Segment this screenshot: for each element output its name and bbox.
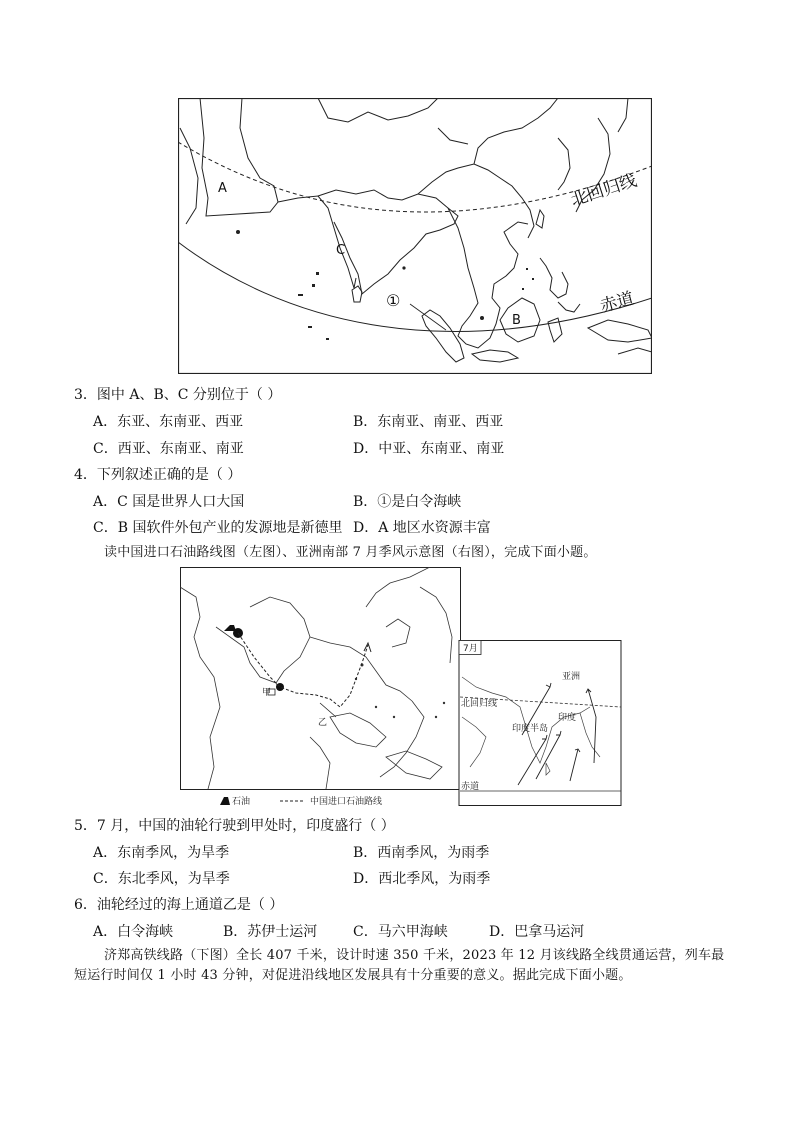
- inset-label-peninsula: 印度半岛: [512, 724, 549, 734]
- q4-option-c[interactable]: C．B 国软件外包产业的发源地是新德里: [93, 520, 343, 536]
- inset-label-asia: 亚洲: [562, 672, 581, 682]
- q3-option-d[interactable]: D．中亚、东南亚、南亚: [353, 441, 505, 457]
- q3-option-c[interactable]: C．西亚、东南亚、南亚: [93, 441, 244, 457]
- label-equator: 赤道: [598, 288, 637, 317]
- inset-label-india: 印度: [558, 713, 577, 723]
- label-jia: 甲: [262, 688, 272, 698]
- q3-option-b[interactable]: B．东南亚、南亚、西亚: [353, 414, 504, 430]
- legend-oil-label: 石油: [232, 797, 251, 807]
- legend-oil-icon: [220, 797, 230, 805]
- inset-label-equator: 赤道: [461, 782, 480, 792]
- label-tropic: 北回归线: [568, 170, 640, 211]
- label-a: A: [218, 181, 227, 196]
- q5-option-b[interactable]: B．西南季风，为雨季: [353, 845, 490, 861]
- q5-option-d[interactable]: D．西北季风，为雨季: [353, 871, 491, 887]
- inset-label-tropic: 北回归线: [461, 699, 498, 709]
- q5-option-c[interactable]: C．东北季风，为旱季: [93, 871, 230, 887]
- asia-map-figure: [178, 98, 652, 374]
- oil-route-monsoon-figure: [180, 567, 622, 807]
- intro-oil-monsoon: 读中国进口石油路线图（左图）、亚洲南部 7 月季风示意图（右图），完成下面小题。: [104, 545, 597, 560]
- q5-option-a[interactable]: A．东南季风，为旱季: [93, 845, 230, 861]
- q6-stem: 6．油轮经过的海上通道乙是（ ）: [74, 897, 284, 913]
- label-yi: 乙: [318, 718, 328, 728]
- q4-stem: 4．下列叙述正确的是（ ）: [74, 467, 242, 483]
- label-b: B: [512, 313, 521, 328]
- q5-stem: 5．7 月，中国的油轮行驶到甲处时，印度盛行（ ）: [74, 818, 395, 834]
- q6-option-c[interactable]: C．马六甲海峡: [353, 924, 448, 940]
- q4-option-d[interactable]: D．A 地区水资源丰富: [353, 520, 491, 536]
- map-frame: [179, 99, 652, 374]
- q4-option-a[interactable]: A．C 国是世界人口大国: [93, 494, 245, 510]
- q3-option-a[interactable]: A．东亚、东南亚、西亚: [93, 414, 244, 430]
- inset-month: 7月: [463, 644, 478, 654]
- q6-option-b[interactable]: B．苏伊士运河: [223, 924, 318, 940]
- q6-option-a[interactable]: A．白令海峡: [93, 924, 174, 940]
- q4-option-b[interactable]: B．①是白令海峡: [353, 494, 462, 510]
- intro-high-speed-rail: 济郑高铁线路（下图）全长 407 千米，设计时速 350 千米，2023 年 12 月该线路全线贯通运营，列车最短运行时间仅 1 小时 43 分钟，对促进沿线地区发展具有十分重要的意义。据此完成下面小题。: [74, 948, 725, 983]
- monsoon-inset-frame: [459, 641, 621, 806]
- q3-stem: 3．图中 A、B、C 分别位于（ ）: [74, 387, 282, 403]
- label-strait-1: ①: [386, 291, 401, 310]
- label-c: C: [336, 243, 346, 258]
- jia-point-marker: [276, 683, 284, 691]
- legend-route-label: 中国进口石油路线: [310, 797, 383, 807]
- q6-option-d[interactable]: D．巴拿马运河: [489, 924, 585, 940]
